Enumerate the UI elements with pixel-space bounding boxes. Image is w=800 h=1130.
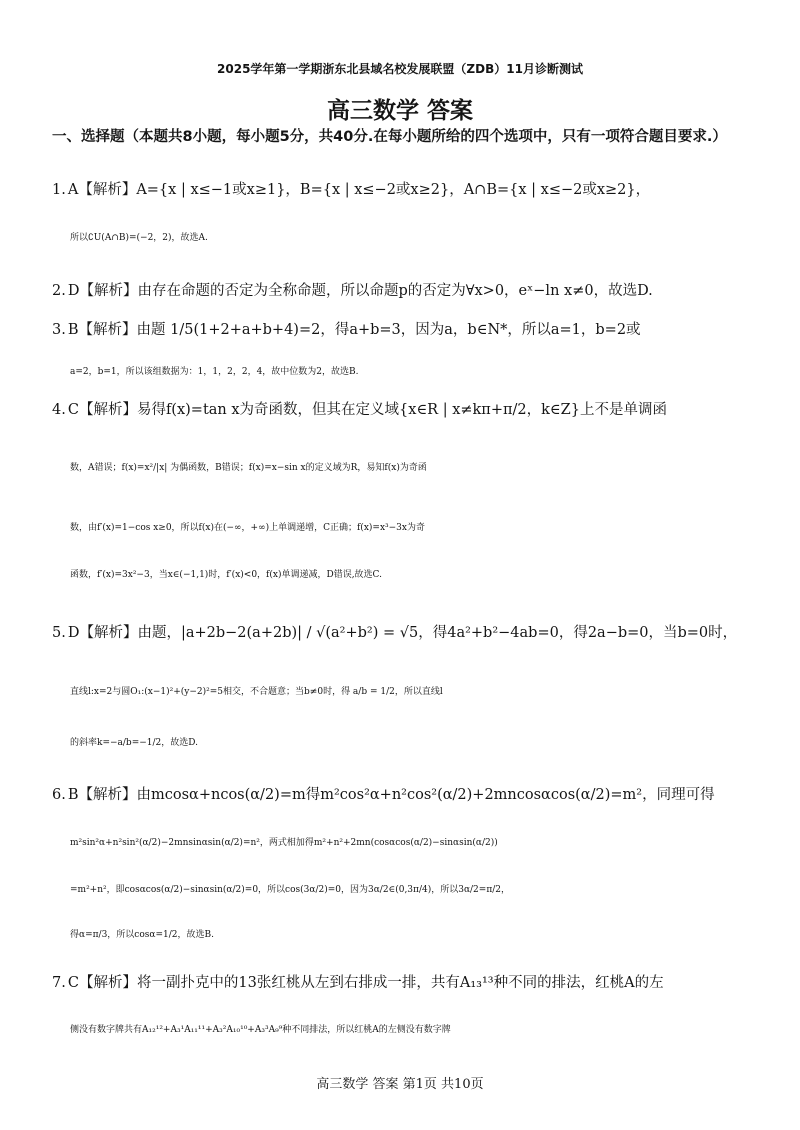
solution-number: 1. (52, 182, 66, 198)
solution-3-line-1: 3. B【解析】由题 1/5(1+2+a+b+4)=2，得a+b=3，因为a，b∈N*，所以a=1，b=2或 (52, 322, 641, 338)
solution-4-line-3: 数，由f′(x)=1−cos x≥0，所以f(x)在(−∞，+∞)上单调递增，C正确；f(x)=x³−3x为奇 (70, 523, 425, 533)
solution-4-line-4: 函数，f′(x)=3x²−3，当x∈(−1,1)时，f′(x)<0，f(x)单调递减，D错误,故选C. (70, 570, 382, 580)
solution-4-line-1: 4. C【解析】易得f(x)=tan x为奇函数，但其在定义域{x∈R | x≠kπ+π/2，k∈Z}上不是单调函 (52, 402, 667, 418)
solution-6-line-3: =m²+n²，即cosαcos(α/2)−sinαsin(α/2)=0，所以cos(3α/2)=0，因为3α/2∈(0,3π/4)，所以3α/2=π/2， (70, 885, 510, 895)
solution-number: 6. (52, 787, 66, 803)
solution-7-line-2: 侧没有数字牌共有A₁₂¹²+A₃¹A₁₁¹¹+A₃²A₁₀¹⁰+A₃³A₉⁹种不同排法，所以红桃A的左侧没有数字牌 (70, 1025, 451, 1035)
solution-5-line-2: 直线l:x=2与圆O₁:(x−1)²+(y−2)²=5相交，不合题意；当b≠0时，得 a/b = 1/2，所以直线l (70, 687, 443, 697)
solution-number: 7. (52, 975, 66, 991)
solution-number: 2. (52, 283, 66, 299)
solution-number: 3. (52, 322, 66, 338)
solution-4-line-2: 数，A错误；f(x)=x²/|x| 为偶函数，B错误；f(x)=x−sin x的定义域为R，易知f(x)为奇函 (70, 463, 427, 473)
solution-1-line-1: 1. A【解析】A={x | x≤−1或x≥1}，B={x | x≤−2或x≥2}，A∩B={x | x≤−2或x≥2}， (52, 182, 651, 198)
solution-number: 4. (52, 402, 66, 418)
section-heading: 一、选择题（本题共8小题，每小题5分，共40分.在每小题所给的四个选项中，只有一项符合题目要求.） (52, 129, 727, 145)
solution-6-line-1: 6. B【解析】由mcosα+ncos(α/2)=m得m²cos²α+n²cos²(α/2)+2mncosαcos(α/2)=m²，同理可得 (52, 787, 715, 803)
page-footer: 高三数学 答案 第1页 共10页 (316, 1077, 484, 1092)
solution-5-line-1: 5. D【解析】由题，|a+2b−2(a+2b)| / √(a²+b²) = √5，得4a²+b²−4ab=0，得2a−b=0，当b=0时， (52, 625, 738, 641)
page-title: 2025学年第一学期浙东北县域名校发展联盟（ZDB）11月诊断测试 (217, 62, 583, 76)
solution-2-line-1: 2. D【解析】由存在命题的否定为全称命题，所以命题p的否定为∀x>0，eˣ−ln x≠0，故选D. (52, 283, 653, 299)
solution-7-line-1: 7. C【解析】将一副扑克中的13张红桃从左到右排成一排，共有A₁₃¹³种不同的排法，红桃A的左 (52, 975, 664, 991)
solution-number: 5. (52, 625, 66, 641)
solution-1-line-2: 所以∁U(A∩B)=(−2，2)，故选A. (70, 233, 208, 243)
solution-3-line-2: a=2，b=1，所以该组数据为：1，1，2，2，4，故中位数为2，故选B. (70, 367, 359, 377)
solution-6-line-4: 得α=π/3，所以cosα=1/2，故选B. (70, 930, 214, 940)
solution-5-line-3: 的斜率k=−a/b=−1/2，故选D. (70, 738, 199, 748)
page-subtitle: 高三数学 答案 (326, 98, 473, 124)
solution-6-line-2: m²sin²α+n²sin²(α/2)−2mnsinαsin(α/2)=n²，两式相加得m²+n²+2mn(cosαcos(α/2)−sinαsin(α/2)) (70, 838, 498, 848)
